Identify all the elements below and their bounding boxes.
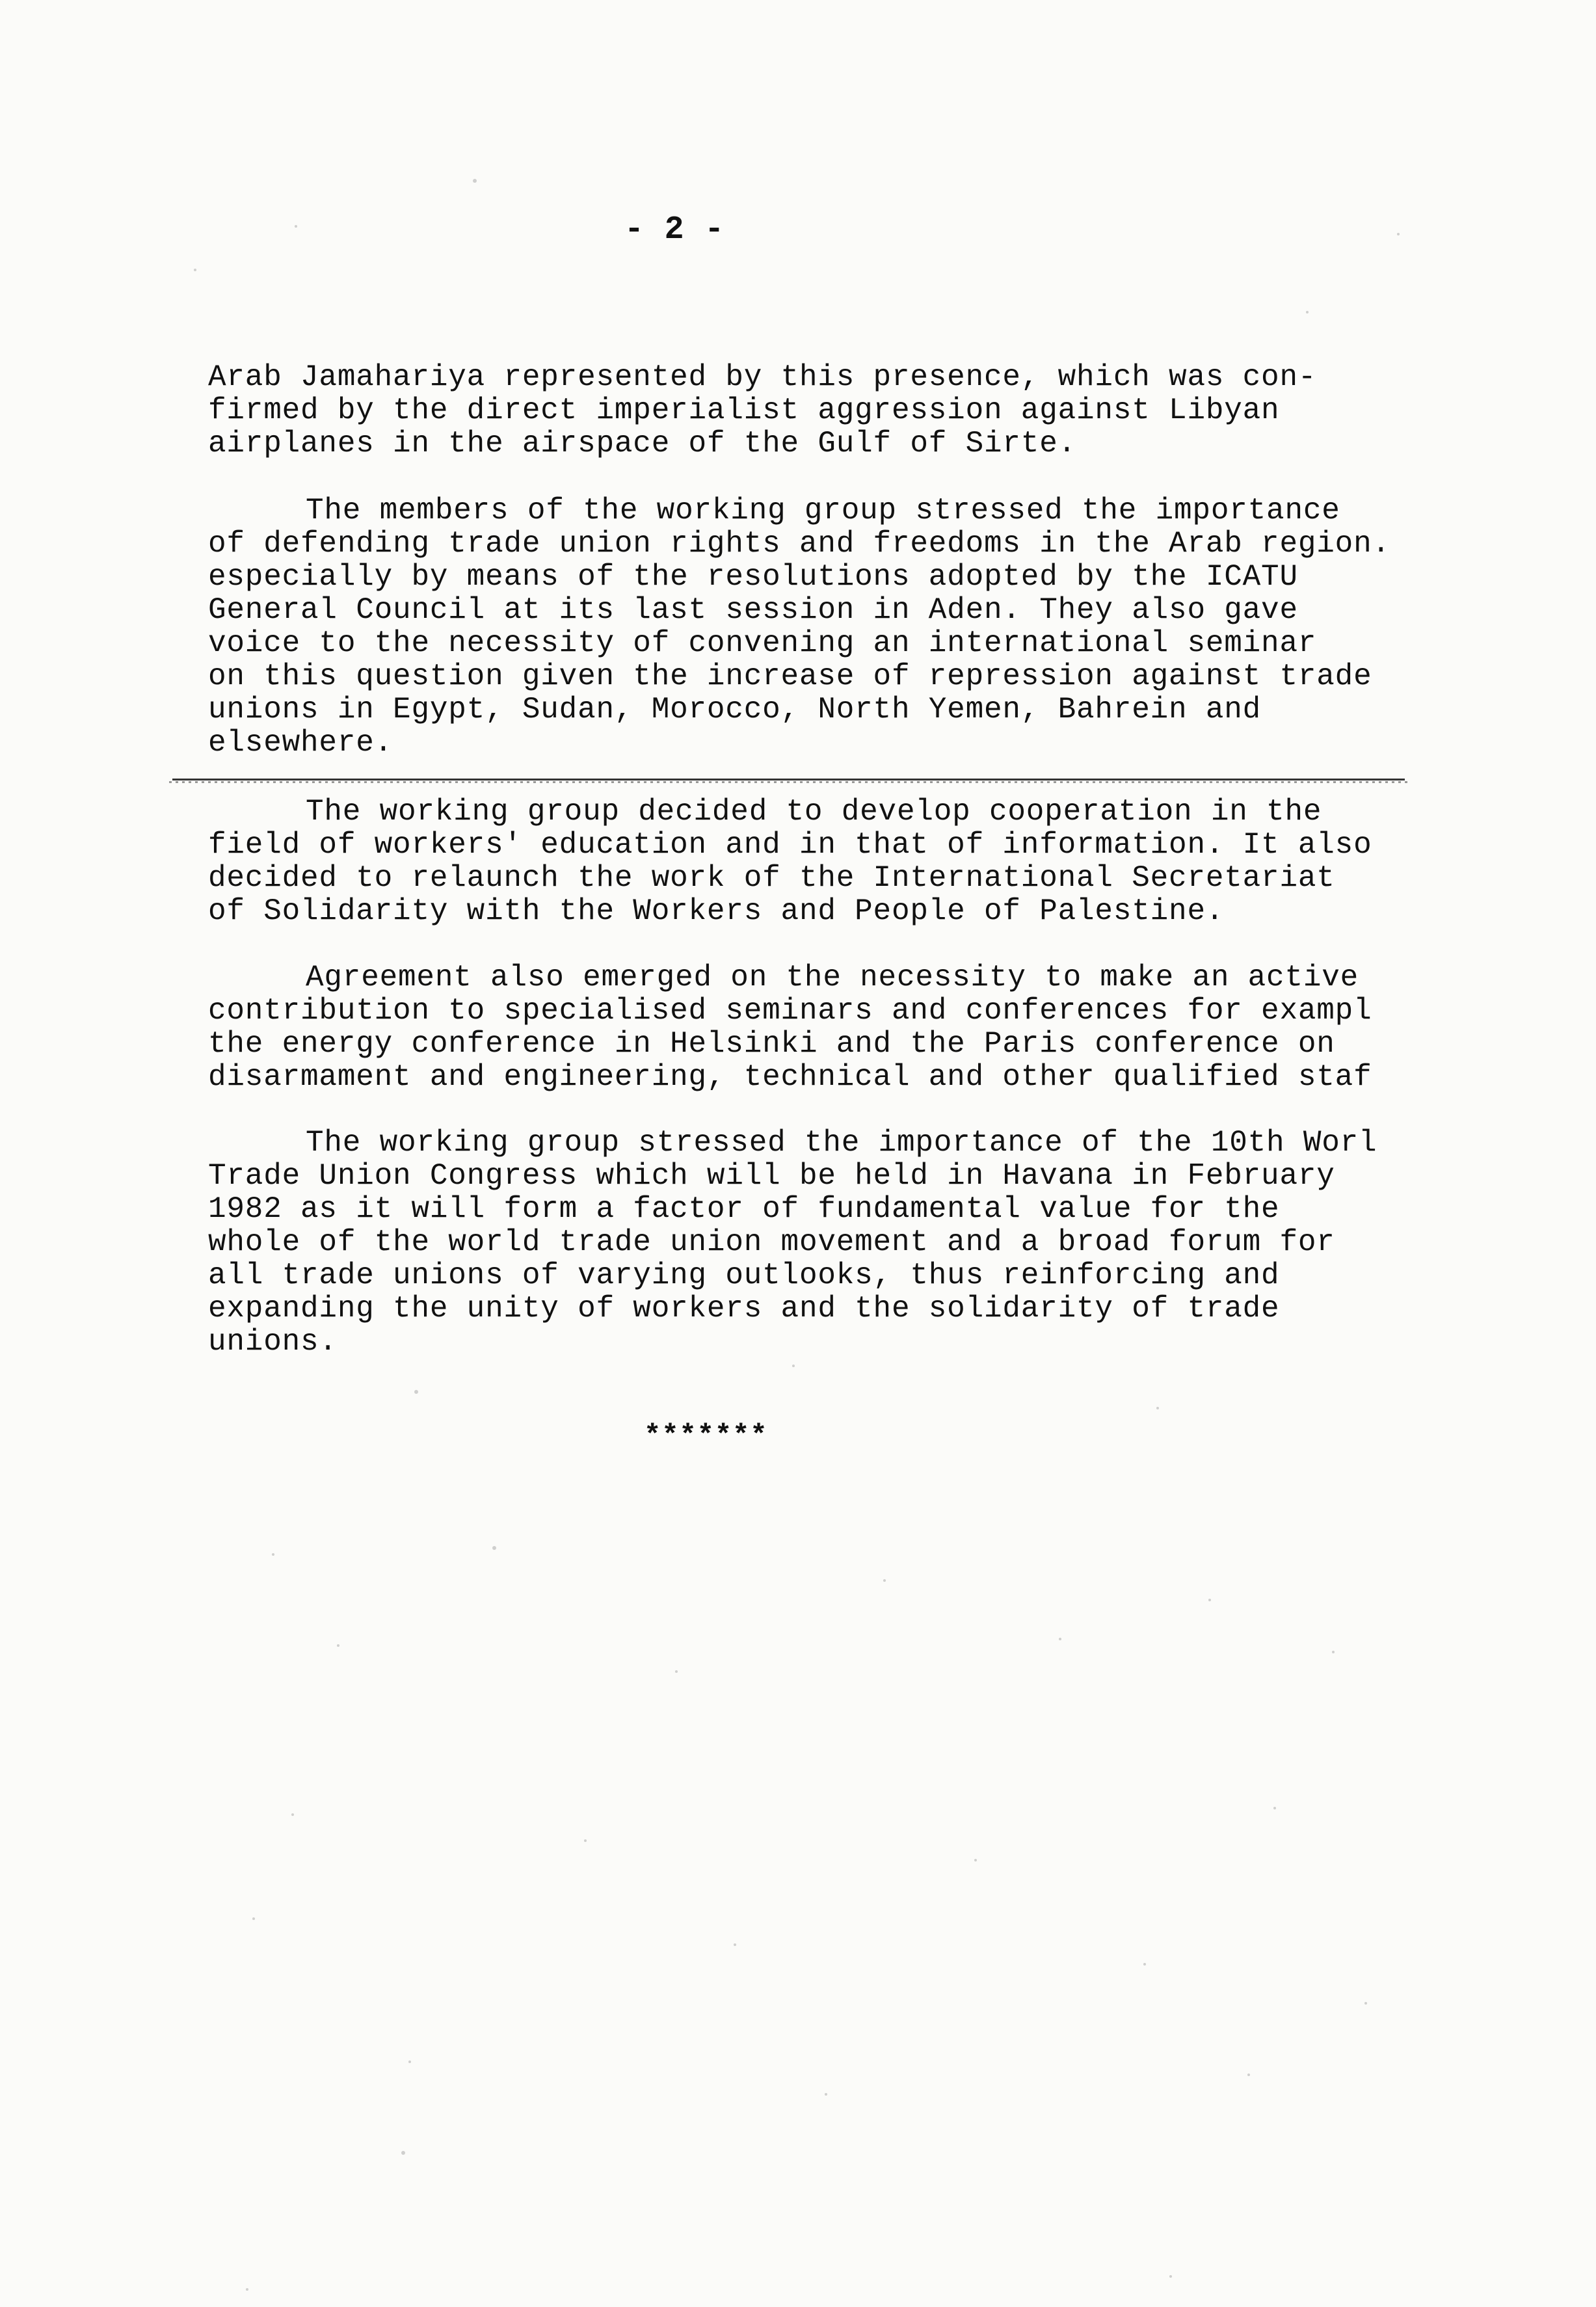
paragraph-line: Arab Jamahariya represented by this presence, which was con- [208,360,1317,394]
paragraph-line: airplanes in the airspace of the Gulf of Sirte. [208,427,1077,460]
horizontal-rule [172,779,1405,780]
page-number: - 2 - [624,211,725,248]
paragraph-line: of Solidarity with the Workers and People of Palestine. [208,894,1225,928]
paragraph-line: voice to the necessity of convening an international seminar [208,626,1317,660]
paragraph-1 [208,361,1444,460]
paragraph-line: decided to relaunch the work of the International Secretariat [208,861,1335,895]
paragraph-line: contribution to specialised seminars and conferences for exampl [208,994,1372,1028]
paragraph-line: the energy conference in Helsinki and the Paris conference on [208,1027,1335,1061]
paragraph-line: unions. [208,1325,338,1359]
paragraph-line: field of workers' education and in that of information. It also [208,828,1372,862]
paragraph-line: Agreement also emerged on the necessity to make an active [306,961,1359,994]
paragraph-line: The working group stressed the importance of the 10th Worl [306,1126,1377,1160]
paragraph-line: of defending trade union rights and freedoms in the Arab region. [208,527,1390,561]
paragraph-5 [208,1127,1444,1359]
paragraph-line: 1982 as it will form a factor of fundamental value for the [208,1192,1280,1226]
paragraph-line: expanding the unity of workers and the solidarity of trade [208,1292,1280,1326]
paragraph-4 [208,961,1444,1094]
paragraph-line: on this question given the increase of repression against trade [208,660,1372,693]
paragraph-line: unions in Egypt, Sudan, Morocco, North Yemen, Bahrein and [208,693,1262,727]
paragraph-3 [208,795,1444,928]
section-separator: ******* [644,1420,768,1452]
paragraph-line: whole of the world trade union movement and a broad forum for [208,1225,1335,1259]
paragraph-line: disarmament and engineering, technical and other qualified staf [208,1060,1372,1094]
paragraph-line: General Council at its last session in Aden. They also gave [208,593,1298,627]
paragraph-line: The members of the working group stressed the importance [306,494,1340,527]
paragraph-line: all trade unions of varying outlooks, thus reinforcing and [208,1259,1280,1292]
paragraph-line: Trade Union Congress which will be held in Havana in February [208,1159,1335,1193]
paragraph-line: especially by means of the resolutions adopted by the ICATU [208,560,1298,594]
paragraph-2 [208,494,1444,760]
paragraph-line: The working group decided to develop cooperation in the [306,795,1322,829]
horizontal-rule-dots [169,781,1411,783]
paragraph-line: firmed by the direct imperialist aggression against Libyan [208,393,1280,427]
paragraph-line: elsewhere. [208,726,393,760]
